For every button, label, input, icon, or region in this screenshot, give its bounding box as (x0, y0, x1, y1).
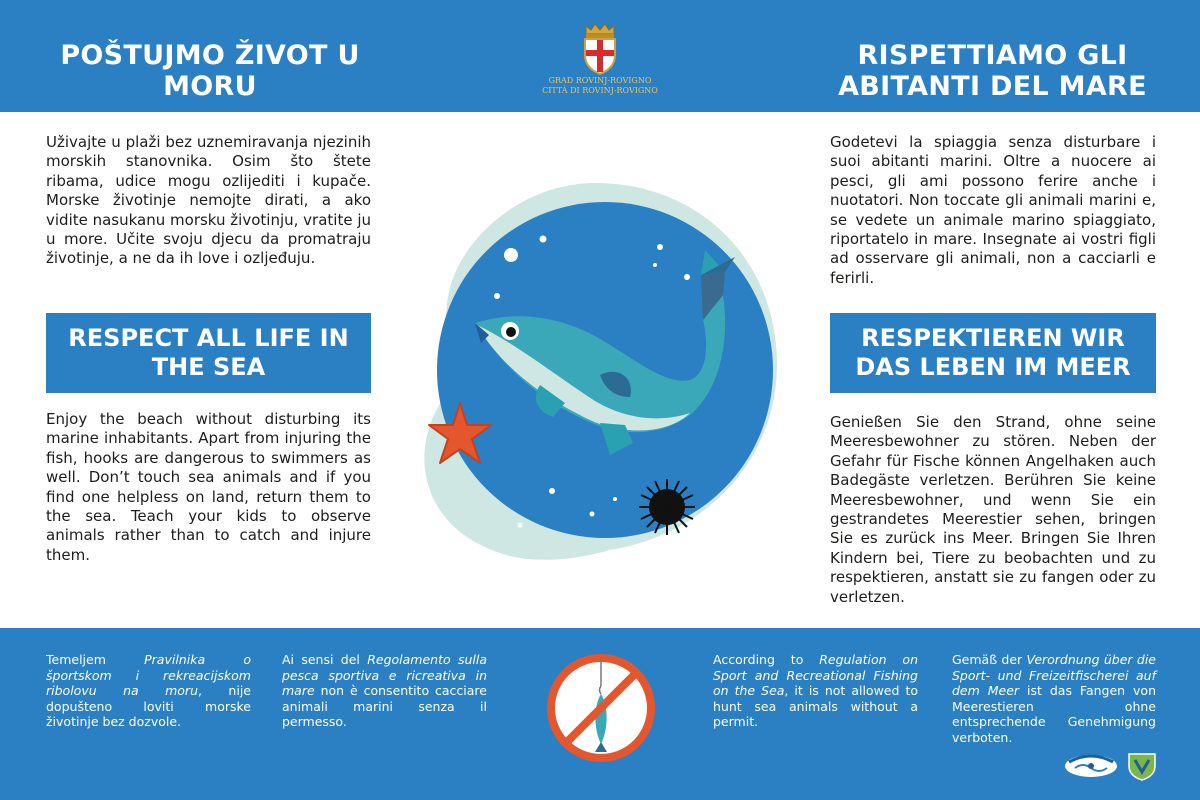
marine-life-illustration (405, 175, 785, 570)
crest-caption-line2: CITTÀ DI ROVINJ-ROVIGNO (542, 86, 658, 95)
legal-it-italic: Regolamento sulla pesca sportiva e ricreativa in mare (282, 652, 487, 698)
paragraph-german: Genießen Sie den Strand, ohne seine Meeresbewohner zu stören. Neben der Gefahr für Fische können Angelhaken auch Badegäste verletzen. Berühren Sie keine Meeresbewohner, und wenn Sie ein gestrandetes Meerestier sehen, bringen Sie es zurück ins Meer. Bringen Sie Ihren Kindern bei, Tiere zu beobachten und zu respektieren, anstatt sie zu fangen oder zu verletzen. (830, 413, 1156, 606)
paragraph-italian: Godetevi la spiaggia senza disturbare i suoi abitanti marini. Oltre a nuocere ai pesci, gli ami possono ferire anche i nuotatori. Non toccate gli animali marini e, se vedete un animale marino spiaggiato, riportatelo in mare. Insegnate ai vostri figli ad osservare gli animali, non a cacciarli e ferirli. (830, 133, 1156, 287)
legal-en-post: , it is not allowed to hunt sea animals without a permit. (713, 683, 918, 729)
heading-german-text: RESPEKTIEREN WIR DAS LEBEN IM MEER (855, 324, 1131, 381)
legal-en-pre: According to (713, 652, 820, 667)
natura-logo-icon (1125, 742, 1159, 782)
paragraph-croatian: Uživajte u plaži bez uznemiravanja njezinih morskih stanovnika. Osim što štete ribama, udice mogu ozlijediti i kupače. Morske životinje nemojte dirati, a ako vidite nasukanu morsku životinju, vratite ju u more. Učite svoju djecu da promatraju životinje, a ne da ih love i ozljeđuju. (46, 133, 371, 268)
legal-note-german (952, 652, 1156, 745)
legal-de-post: ist das Fangen von Meerestieren ohne entsprechende Genehmigung verboten. (952, 683, 1156, 745)
rovinj-coat-of-arms-icon (538, 22, 662, 76)
legal-it-post: non è consentito cacciare animali marini senza il permesso. (282, 683, 487, 729)
title-italian: RISPETTIAMO GLI ABITANTI DEL MARE (838, 40, 1147, 102)
title-croatian: POŠTUJMO ŽIVOT U MORU (60, 40, 360, 102)
crest-caption-line1: GRAD ROVINJ-ROVIGNO (548, 76, 652, 85)
crest-block (538, 22, 662, 106)
paragraph-english: Enjoy the beach without disturbing its marine inhabitants. Apart from injuring the fish, hooks are dangerous to swimmers as well. Don’t touch sea animals and if you find one helpless on land, return them to the sea. Teach your kids to observe animals rather than to catch and injure them. (46, 410, 371, 564)
legal-en-italic: Regulation on Sport and Recreational Fishing on the Sea (713, 652, 918, 698)
legal-de-pre: Gemäß der (952, 652, 1027, 667)
legal-note-italian (282, 652, 487, 730)
legal-note-english (713, 652, 918, 730)
heading-english-text: RESPECT ALL LIFE IN THE SEA (68, 324, 349, 381)
legal-hr-italic: Pravilnika o športskom i rekreacijskom ribolovu na moru (46, 652, 251, 698)
legal-note-croatian (46, 652, 251, 730)
heading-english (46, 313, 371, 393)
partner-logo-icon (1063, 748, 1119, 778)
legal-it-pre: Ai sensi del (282, 652, 368, 667)
crest-caption (538, 76, 662, 96)
no-fishing-icon (545, 652, 657, 764)
sea-urchin-icon (639, 479, 695, 535)
legal-hr-pre: Temeljem (46, 652, 145, 667)
heading-german (830, 313, 1156, 393)
legal-hr-post: , nije dopušteno loviti morske životinje bez dozvole. (46, 683, 251, 729)
legal-de-italic: Verordnung über die Sport- und Freizeitfischerei auf dem Meer (952, 652, 1156, 698)
